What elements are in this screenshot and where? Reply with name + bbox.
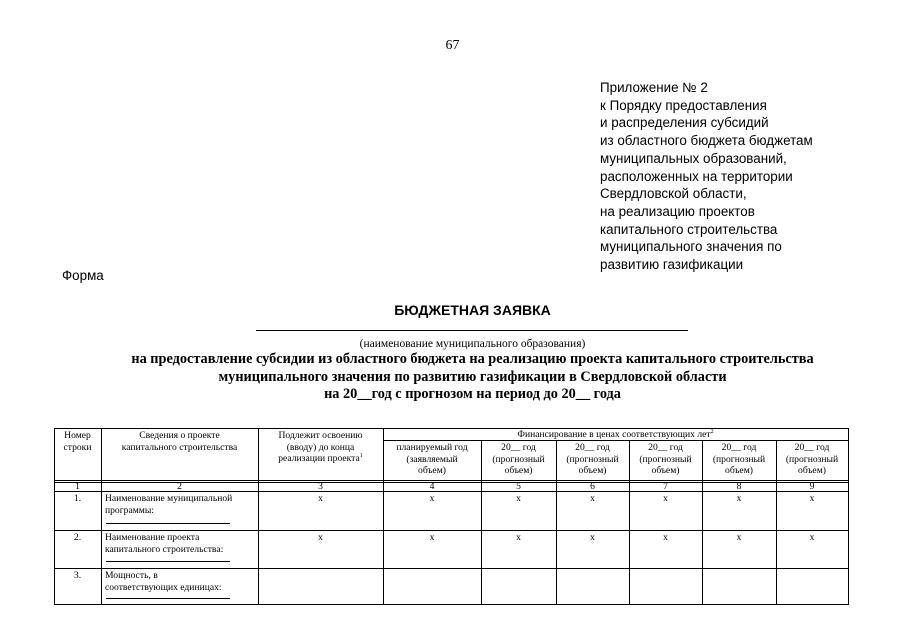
appendix-line: развитию газификации [600, 257, 744, 273]
appendix-line: капитального строительства [600, 221, 778, 237]
col-line [848, 428, 849, 605]
appendix-line: из областного бюджета бюджетам [600, 133, 813, 149]
row-number: 2. [73, 532, 82, 543]
column-number: 4 [429, 481, 435, 492]
purpose-line: на 20__год с прогнозом на период до 20__ года [324, 386, 621, 402]
appendix-line: муниципальных образований, [600, 150, 787, 166]
header-forecast-year: 20__ год (прогнозный объем) [639, 442, 692, 476]
table-cell: x [736, 532, 742, 543]
column-number: 2 [177, 481, 182, 492]
table-cell: x [663, 532, 668, 543]
column-number: 6 [590, 481, 595, 492]
header-row-number: Номер строки [63, 430, 92, 453]
table-cell: x [663, 493, 668, 504]
appendix-block [600, 79, 813, 274]
appendix-line: к Порядку предоставления [600, 97, 767, 113]
table-cell: x [809, 493, 815, 504]
appendix-line: муниципального значения по [600, 239, 782, 255]
row-label: Мощность, в соответствующих единицах: [105, 570, 222, 593]
appendix-line: на реализацию проектов [600, 203, 755, 219]
purpose-heading [0, 351, 905, 404]
header-planned-year: планируемый год (заявляемый объем) [396, 442, 468, 476]
column-number: 3 [318, 481, 323, 492]
column-number: 5 [516, 481, 521, 492]
page-number: 67 [445, 38, 460, 53]
header-to-be-developed: Подлежит освоению (вводу) до конца реализации проекта$^1$ [278, 430, 363, 464]
column-number: 8 [736, 481, 742, 492]
appendix-line: и распределения субсидий [600, 115, 769, 131]
header-project-info: Сведения о проекте капитального строительства [121, 430, 238, 453]
table-cell: x [590, 532, 595, 543]
row-label: Наименование проекта капитального строительства: [105, 532, 224, 555]
header-forecast-year: 20__ год (прогнозный объем) [492, 442, 545, 476]
row-divider [54, 530, 849, 531]
table-cell: x [318, 493, 323, 504]
document-title: БЮДЖЕТНАЯ ЗАЯВКА [394, 302, 551, 318]
table-cell: x [590, 493, 595, 504]
fill-in-line [106, 523, 230, 524]
table-cell: x [809, 532, 815, 543]
table-cell: x [429, 493, 435, 504]
table-cell: x [429, 532, 435, 543]
header-financing: Финансирование в ценах соответствующих лет$^2$ [517, 429, 714, 440]
appendix-line: расположенных на территории [600, 168, 793, 184]
fill-in-line [106, 598, 230, 599]
municipality-caption: (наименование муниципального образования) [359, 338, 586, 350]
budget-table [54, 428, 849, 605]
municipality-name-line [256, 322, 688, 331]
purpose-line: муниципального значения по развитию газификации в Свердловской области [218, 368, 727, 385]
column-number: 9 [809, 481, 815, 492]
table-cell: x [318, 532, 323, 543]
row-number: 1. [73, 493, 82, 504]
table-cell: x [736, 493, 742, 504]
column-number: 7 [663, 481, 668, 492]
fill-in-line [106, 561, 230, 562]
row-label: Наименование муниципальной программы: [105, 493, 233, 516]
table-cell: x [516, 532, 521, 543]
table-cell: x [516, 493, 521, 504]
appendix-line: Свердловской области, [600, 186, 747, 202]
appendix-line: Приложение № 2 [600, 80, 708, 95]
column-number: 1 [75, 481, 80, 492]
row-number: 3. [73, 570, 82, 581]
header-forecast-year: 20__ год (прогнозный объем) [566, 442, 619, 476]
header-forecast-year: 20__ год (прогнозный объем) [785, 442, 839, 476]
table-border-bottom [54, 604, 849, 605]
header-forecast-year: 20__ год (прогнозный объем) [712, 442, 766, 476]
row-divider [54, 568, 849, 569]
form-label: Форма [62, 268, 104, 283]
purpose-line: на предоставление субсидии из областного бюджета на реализацию проекта капитального строительства [131, 351, 814, 367]
